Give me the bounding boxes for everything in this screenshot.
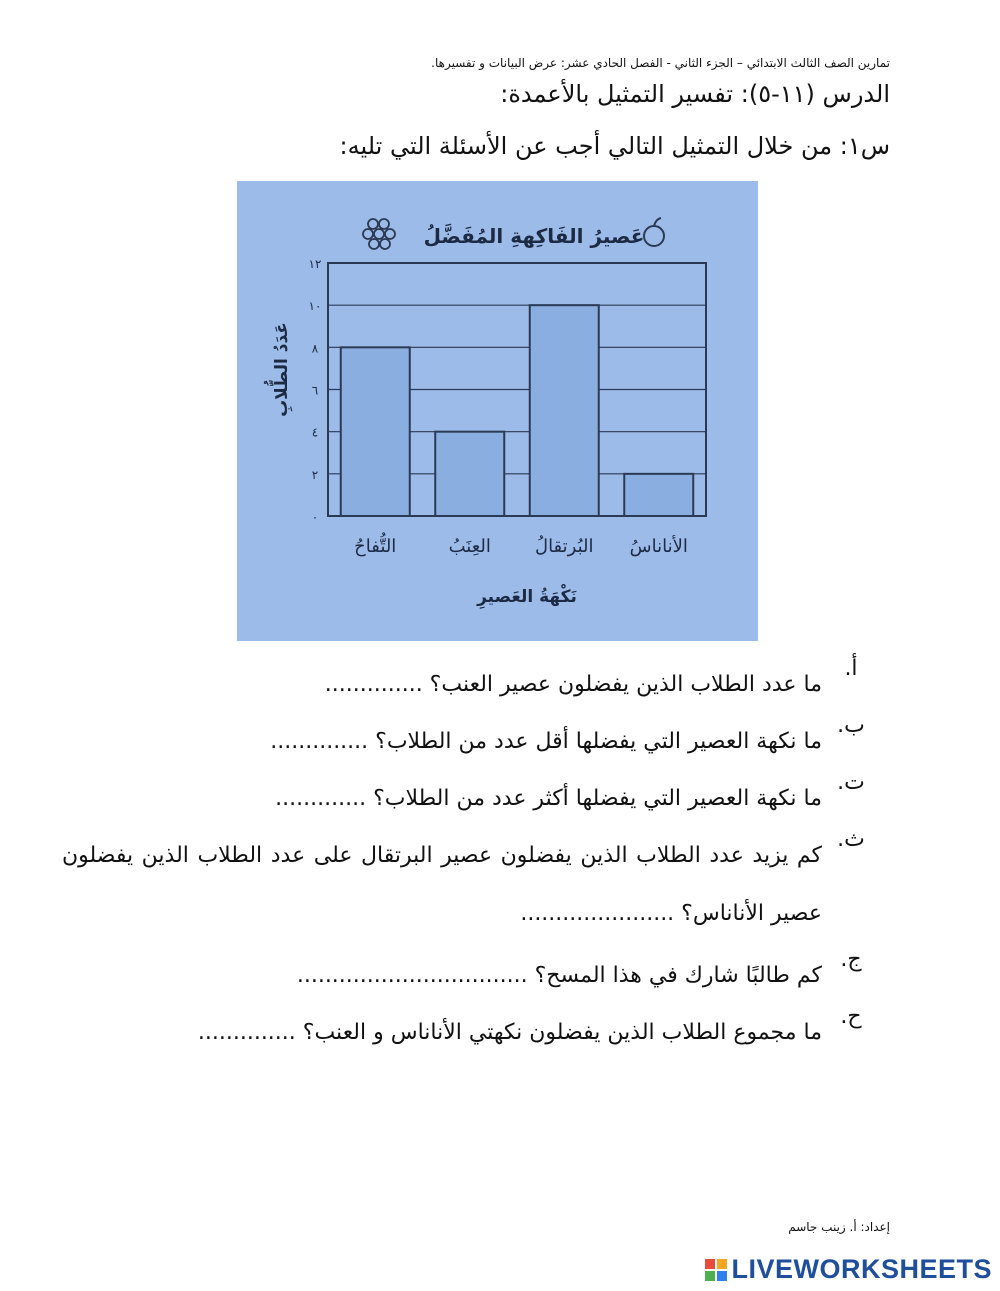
y-tick-label: ٨ bbox=[311, 341, 319, 356]
bar-chart bbox=[237, 181, 758, 641]
question-row bbox=[100, 770, 866, 814]
question-letter: ح. bbox=[840, 1004, 862, 1029]
question-row bbox=[100, 656, 866, 700]
question-row bbox=[62, 827, 866, 937]
bar-chart-panel bbox=[237, 181, 758, 641]
author-credit: إعداد: أ. زينب جاسم bbox=[788, 1220, 890, 1234]
y-axis-label: عَدَدُ الطُّلابِ bbox=[272, 322, 292, 417]
question-text: ما مجموع الطلاب الذين يفضلون نكهتي الأناناس و العنب؟ .............. bbox=[197, 1020, 822, 1045]
liveworksheets-logo-icon bbox=[705, 1259, 727, 1281]
question-text: ما عدد الطلاب الذين يفضلون عصير العنب؟ .............. bbox=[324, 672, 822, 697]
apple-icon bbox=[644, 218, 664, 246]
question-intro: س١: من خلال التمثيل التالي أجب عن الأسئلة التي تليه: bbox=[339, 132, 890, 160]
question-letter: ث. bbox=[837, 827, 865, 852]
question-row bbox=[100, 1004, 866, 1114]
y-tick-label: ٤ bbox=[311, 425, 319, 440]
y-tick-label: ٦ bbox=[311, 383, 319, 398]
question-row bbox=[100, 713, 866, 757]
x-tick-label: الأناناسُ bbox=[629, 536, 688, 557]
x-axis-label: نَكْهَةُ العَصيرِ bbox=[477, 587, 577, 607]
bar bbox=[341, 347, 410, 516]
x-tick-label: العِنَبُ bbox=[448, 536, 491, 557]
y-tick-label: ١٠ bbox=[308, 299, 322, 314]
question-text: كم طالبًا شارك في هذا المسح؟ ................................. bbox=[296, 963, 822, 988]
question-letter: ج. bbox=[840, 947, 862, 972]
question-letter: ت. bbox=[837, 770, 865, 795]
question-letter: ب. bbox=[837, 713, 865, 738]
worksheet-subtitle: تمارين الصف الثالث الابتدائي – الجزء الثاني - الفصل الحادي عشر: عرض البيانات و تفسيرها. bbox=[431, 56, 890, 70]
y-tick-label: ١٢ bbox=[308, 257, 322, 271]
question-text: ما نكهة العصير التي يفضلها أقل عدد من الطلاب؟ .............. bbox=[270, 729, 822, 754]
bar bbox=[530, 305, 599, 516]
lesson-title: الدرس (١١-٥): تفسير التمثيل بالأعمدة: bbox=[500, 80, 890, 108]
y-tick-label: ٠ bbox=[311, 510, 319, 524]
question-letter: أ. bbox=[844, 656, 858, 681]
question-row bbox=[100, 947, 866, 991]
question-text: كم يزيد عدد الطلاب الذين يفضلون عصير البرتقال على عدد الطلاب الذين يفضلون عصير الأناناس؟ ...................... bbox=[62, 843, 822, 926]
x-tick-label: البُرتقالُ bbox=[534, 536, 594, 557]
bar bbox=[435, 432, 504, 516]
chart-title: عَصيرُ الفَاكِهةِ المُفَضَّلُ bbox=[423, 224, 645, 248]
x-tick-label: التُّفاحُ bbox=[354, 536, 397, 557]
bar bbox=[624, 474, 693, 516]
brand-name: LIVEWORKSHEETS bbox=[731, 1254, 992, 1284]
grapes-icon bbox=[363, 219, 395, 249]
question-text: ما نكهة العصير التي يفضلها أكثر عدد من الطلاب؟ ............. bbox=[275, 786, 822, 811]
liveworksheets-logo[interactable] bbox=[705, 1254, 992, 1285]
y-tick-label: ٢ bbox=[311, 467, 319, 482]
